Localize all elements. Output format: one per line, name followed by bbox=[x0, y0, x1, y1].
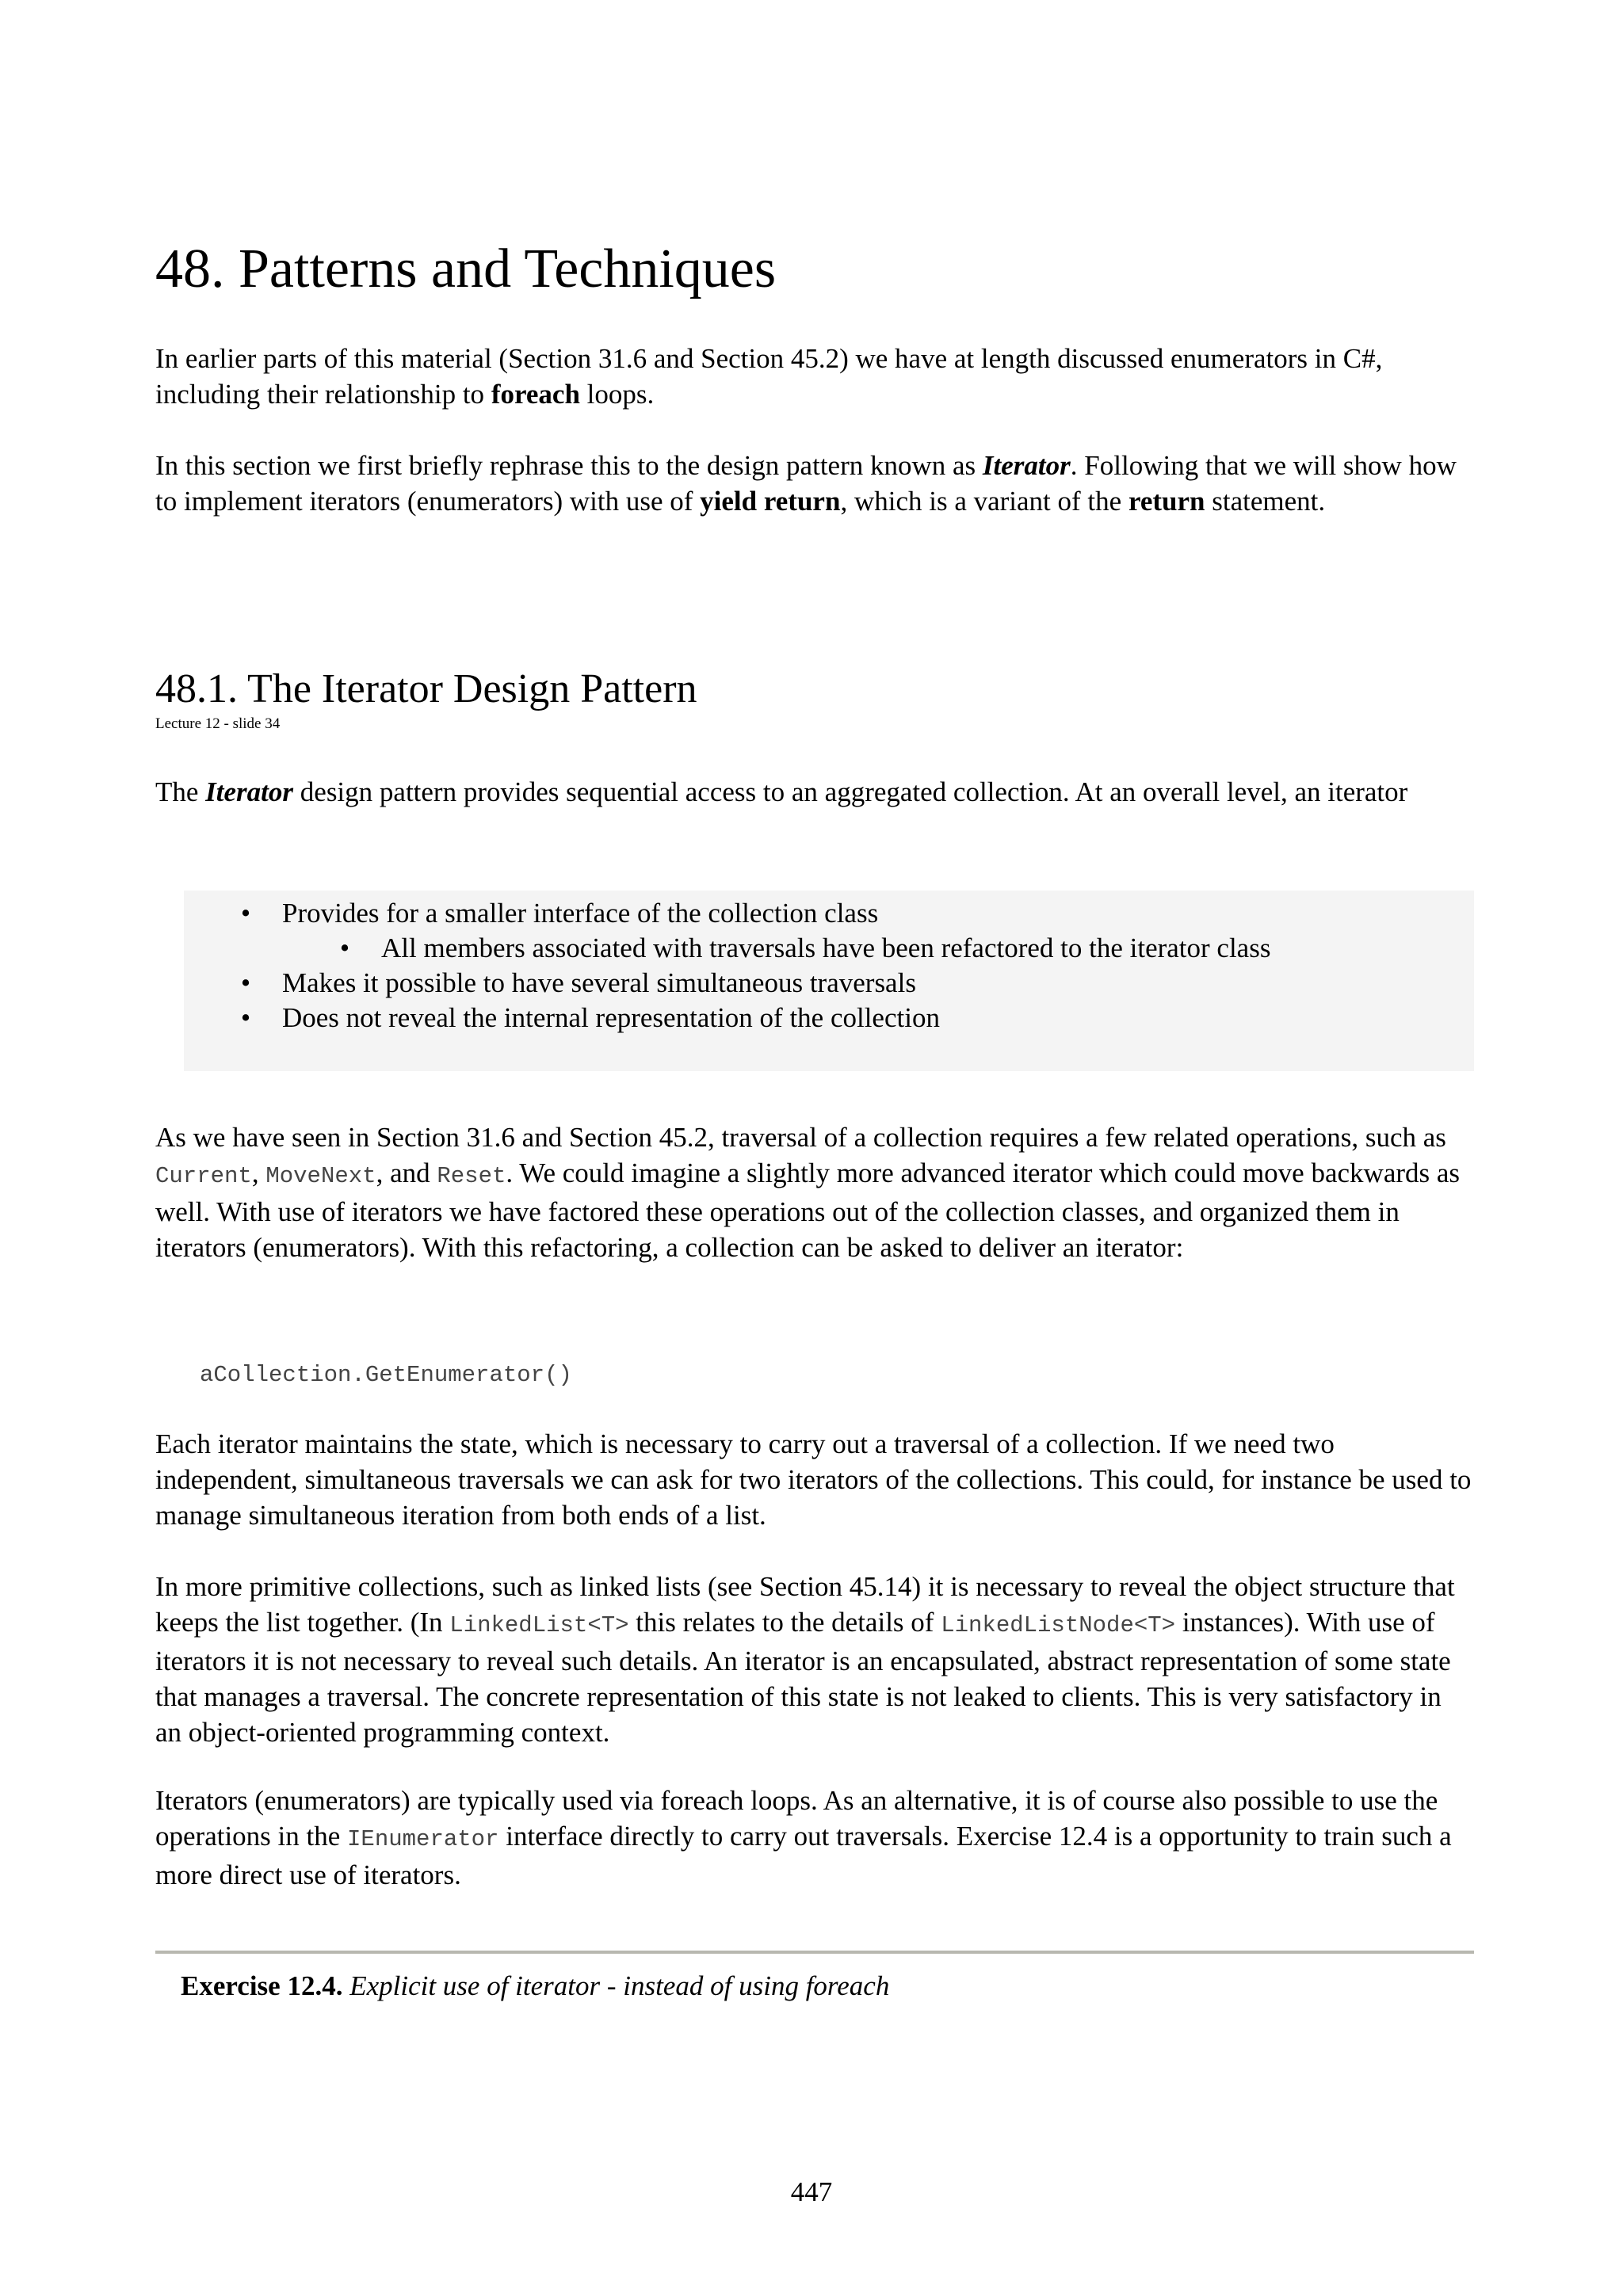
iterator-term: Iterator bbox=[982, 450, 1071, 481]
bullet-dot-icon: • bbox=[240, 898, 251, 929]
bullet-dot-icon: • bbox=[339, 933, 350, 963]
intro-p2-text-3: , which is a variant of the bbox=[840, 486, 1128, 517]
chapter-title: 48. Patterns and Techniques bbox=[155, 238, 777, 299]
iterator-intro-paragraph bbox=[155, 774, 1474, 810]
code-linkedlistnode: LinkedListNode<T> bbox=[941, 1612, 1176, 1638]
bullet-list bbox=[184, 896, 1474, 1035]
intro-p2-text: In this section we first briefly rephrase this to the design pattern known as bbox=[155, 450, 983, 481]
foreach-keyword: foreach bbox=[491, 379, 580, 410]
yield-return-keyword: yield return bbox=[700, 486, 841, 517]
bullet-dot-icon: • bbox=[240, 1002, 251, 1033]
iterator-intro-text-2: design pattern provides sequential access to an aggregated collection. At an overall level, an iterator bbox=[293, 776, 1408, 807]
exercise-title: Explicit use of iterator - instead of using foreach bbox=[342, 1970, 890, 2001]
list-item: • Makes it possible to have several simultaneous traversals bbox=[184, 966, 1474, 1001]
code-reset: Reset bbox=[437, 1163, 506, 1189]
bullet-dot-icon: • bbox=[240, 967, 251, 998]
list-item: • Provides for a smaller interface of the collection class bbox=[184, 896, 1474, 931]
bullet-box bbox=[184, 891, 1474, 1071]
section-title: 48.1. The Iterator Design Pattern bbox=[155, 666, 697, 711]
exercise-label: Exercise 12.4. bbox=[181, 1970, 343, 2001]
page-number: 447 bbox=[790, 2176, 833, 2207]
code-block: aCollection.GetEnumerator() bbox=[200, 1362, 572, 1388]
foreach-paragraph: Iterators (enumerators) are typically used via foreach loops. As an alternative, it is of course also possible to use the operations in the IEnumerator interface directly to carry out traversals. Exercise 12.4 is a opportunity to train such a more direct use of iterators. bbox=[155, 1785, 1452, 1890]
code-ienumerator: IEnumerator bbox=[347, 1826, 499, 1852]
linked-list-paragraph: In more primitive collections, such as linked lists (see Section 45.14) it is necessary to reveal the object structure that keeps the list together. (In LinkedList<T> this relates to the details of LinkedListNode<T> instances). With use of iterators it is not necessary to reveal such details. An iterator is an encapsulated, abstract representation of some state that manages a traversal. The concrete representation of this state is not leaked to clients. This is very satisfactory in an object-oriented programming context. bbox=[155, 1571, 1455, 1748]
code-linkedlist: LinkedList<T> bbox=[449, 1612, 629, 1638]
state-paragraph: Each iterator maintains the state, which is necessary to carry out a traversal of a collection. If we need two independent, simultaneous traversals we can ask for two iterators of the collections. This could, for instance be used to manage simultaneous iteration from both ends of a list. bbox=[155, 1428, 1472, 1531]
return-keyword: return bbox=[1128, 486, 1205, 517]
iterator-term: Iterator bbox=[205, 776, 294, 807]
list-item: • All members associated with traversals have been refactored to the iterator class bbox=[184, 931, 1474, 966]
list-item: • Does not reveal the internal representation of the collection bbox=[184, 1001, 1474, 1035]
intro-p2-text-2: . Following that we will show how to implement iterators (enumerators) with use of bbox=[155, 450, 1457, 517]
code-current: Current bbox=[155, 1163, 252, 1189]
intro-p1-text-end: loops. bbox=[579, 379, 655, 410]
slide-reference: Lecture 12 - slide 34 bbox=[155, 715, 281, 732]
intro-p2-text-4: statement. bbox=[1205, 486, 1326, 517]
exercise-divider bbox=[155, 1951, 1474, 1954]
iterator-intro-text: The bbox=[155, 776, 206, 807]
intro-p1-text: In earlier parts of this material (Section 31.6 and Section 45.2) we have at length discussed enumerators in C#, including their relationship to bbox=[155, 343, 1383, 410]
intro-paragraph-1 bbox=[155, 341, 1474, 412]
traversal-paragraph: As we have seen in Section 31.6 and Section 45.2, traversal of a collection requires a few related operations, such as Current, MoveNext, and Reset. We could imagine a slightly more advanced iterator which could move backwards as well. With use of iterators we have factored these operations out of the collection classes, and organized them in iterators (enumerators). With this refactoring, a collection can be asked to deliver an iterator: bbox=[155, 1122, 1461, 1263]
intro-paragraph-2 bbox=[155, 448, 1474, 519]
exercise-link[interactable] bbox=[181, 1968, 889, 2004]
code-movenext: MoveNext bbox=[265, 1163, 376, 1189]
